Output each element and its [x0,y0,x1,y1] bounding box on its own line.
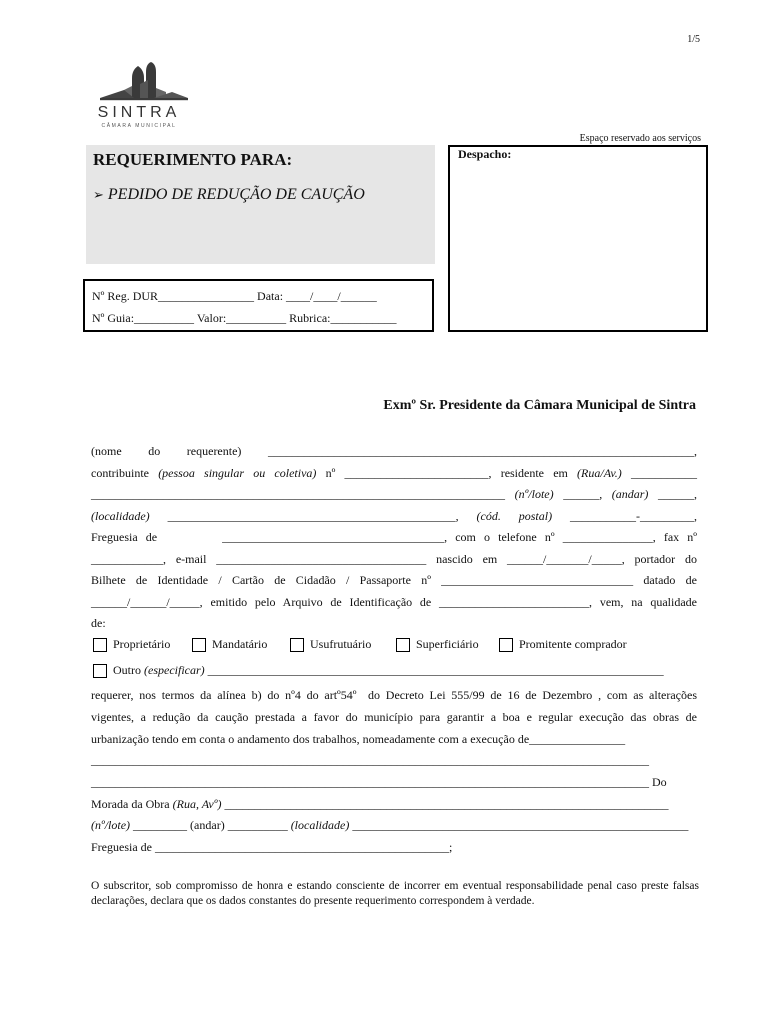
checkbox-box[interactable] [499,638,513,652]
form-line-taxpayer[interactable]: contribuinte (pessoa singular ou coletiva) nº ________________________, residente em (Rua/Av.) ___________ [91,466,698,480]
request-title: REQUERIMENTO PARA: [93,150,293,169]
checkbox-proprietario[interactable]: Proprietário [93,637,170,652]
checkbox-outro[interactable]: Outro (especificar) ____________________________________________________________________________ [93,663,664,678]
body-line-work-address[interactable]: Morada da Obra (Rua, Avº) __________________________________________________________________________ [91,797,669,811]
checkbox-promitente-comprador[interactable]: Promitente comprador [499,637,627,652]
checkbox-box[interactable] [192,638,206,652]
registration-line-guia[interactable]: Nº Guia:__________ Valor:__________ Rubrica:___________ [92,311,397,325]
form-line-id-document[interactable]: Bilhete de Identidade / Cartão de Cidadão / Passaporte nº ________________________________ datado de [91,573,697,587]
services-reserved-note: Espaço reservado aos serviços [579,133,701,144]
body-line-reduction: vigentes, a redução da caução prestada a favor do município para garantir a boa e regular execução das obras de [91,710,697,724]
checkbox-mandatario[interactable]: Mandatário [192,637,267,652]
body-line-legal-basis: requerer, nos termos da alínea b) do nº4 do artº54º do Decreto Lei 555/99 de 16 de Dezembro , com as alterações [91,688,697,702]
despacho-box[interactable] [448,145,708,332]
form-line-requester-name[interactable]: (nome do requerente) _______________________________________________________________________, [91,444,697,458]
checkbox-superficiario[interactable]: Superficiário [396,637,479,652]
body-line-blank-2[interactable]: _____________________________________________________________________________________________ Do [91,775,667,789]
checkbox-box[interactable] [396,638,410,652]
body-line-work-lot[interactable]: (nº/lote) _________ (andar) __________ (localidade) ________________________________________________________ [91,818,689,832]
body-line-blank-1[interactable]: _____________________________________________________________________________________________ [91,753,649,767]
request-item [93,186,365,204]
form-line-capacity-intro: de: [91,616,106,630]
addressee-heading: Exmº Sr. Presidente da Câmara Municipal de Sintra [383,398,696,413]
logo-wordmark: SINTRA [97,104,181,121]
checkbox-box[interactable] [93,664,107,678]
declaration-paragraph: O subscritor, sob compromisso de honra e estando consciente de incorrer em eventual responsabilidade penal caso preste falsas declarações, declara que os dados constantes do presente requerimento correspondem à verdade. [91,880,699,907]
form-line-locality[interactable]: (localidade) ________________________________________________, (cód. postal) ___________-_________, [91,509,697,523]
request-item-label: PEDIDO DE REDUÇÃO DE CAUÇÃO [107,186,365,203]
body-line-urbanization[interactable]: urbanização tendo em conta o andamento dos trabalhos, nomeadamente com a execução de________________ [91,732,626,746]
form-line-parish-phone[interactable]: Freguesia de _____________________________________, com o telefone nº _______________, fax nº [91,530,697,544]
form-line-email-birth[interactable]: ____________, e-mail ___________________________________ nascido em ______/_______/_____, portador do [91,552,697,566]
logo-subtitle: CÂMARA MUNICIPAL [101,123,177,129]
checkbox-usufrutuario[interactable]: Usufrutuário [290,637,371,652]
registration-line-dur[interactable]: Nº Reg. DUR________________ Data: ____/____/______ [92,289,377,303]
page-number: 1/5 [687,34,700,45]
body-line-work-parish[interactable]: Freguesia de _________________________________________________; [91,840,453,854]
other-specify-line[interactable]: ____________________________________________________________________________ [204,663,664,677]
form-line-id-issuer[interactable]: ______/______/_____, emitido pelo Arquivo de Identificação de _________________________, vem, na qualidade [91,595,697,609]
checkbox-box[interactable] [93,638,107,652]
arrow-right-icon: ➢ [93,188,104,203]
checkbox-box[interactable] [290,638,304,652]
despacho-label: Despacho: [458,147,512,161]
form-line-address[interactable]: _____________________________________________________________________ (nº/lote) ______, (andar) ______, [91,487,698,501]
